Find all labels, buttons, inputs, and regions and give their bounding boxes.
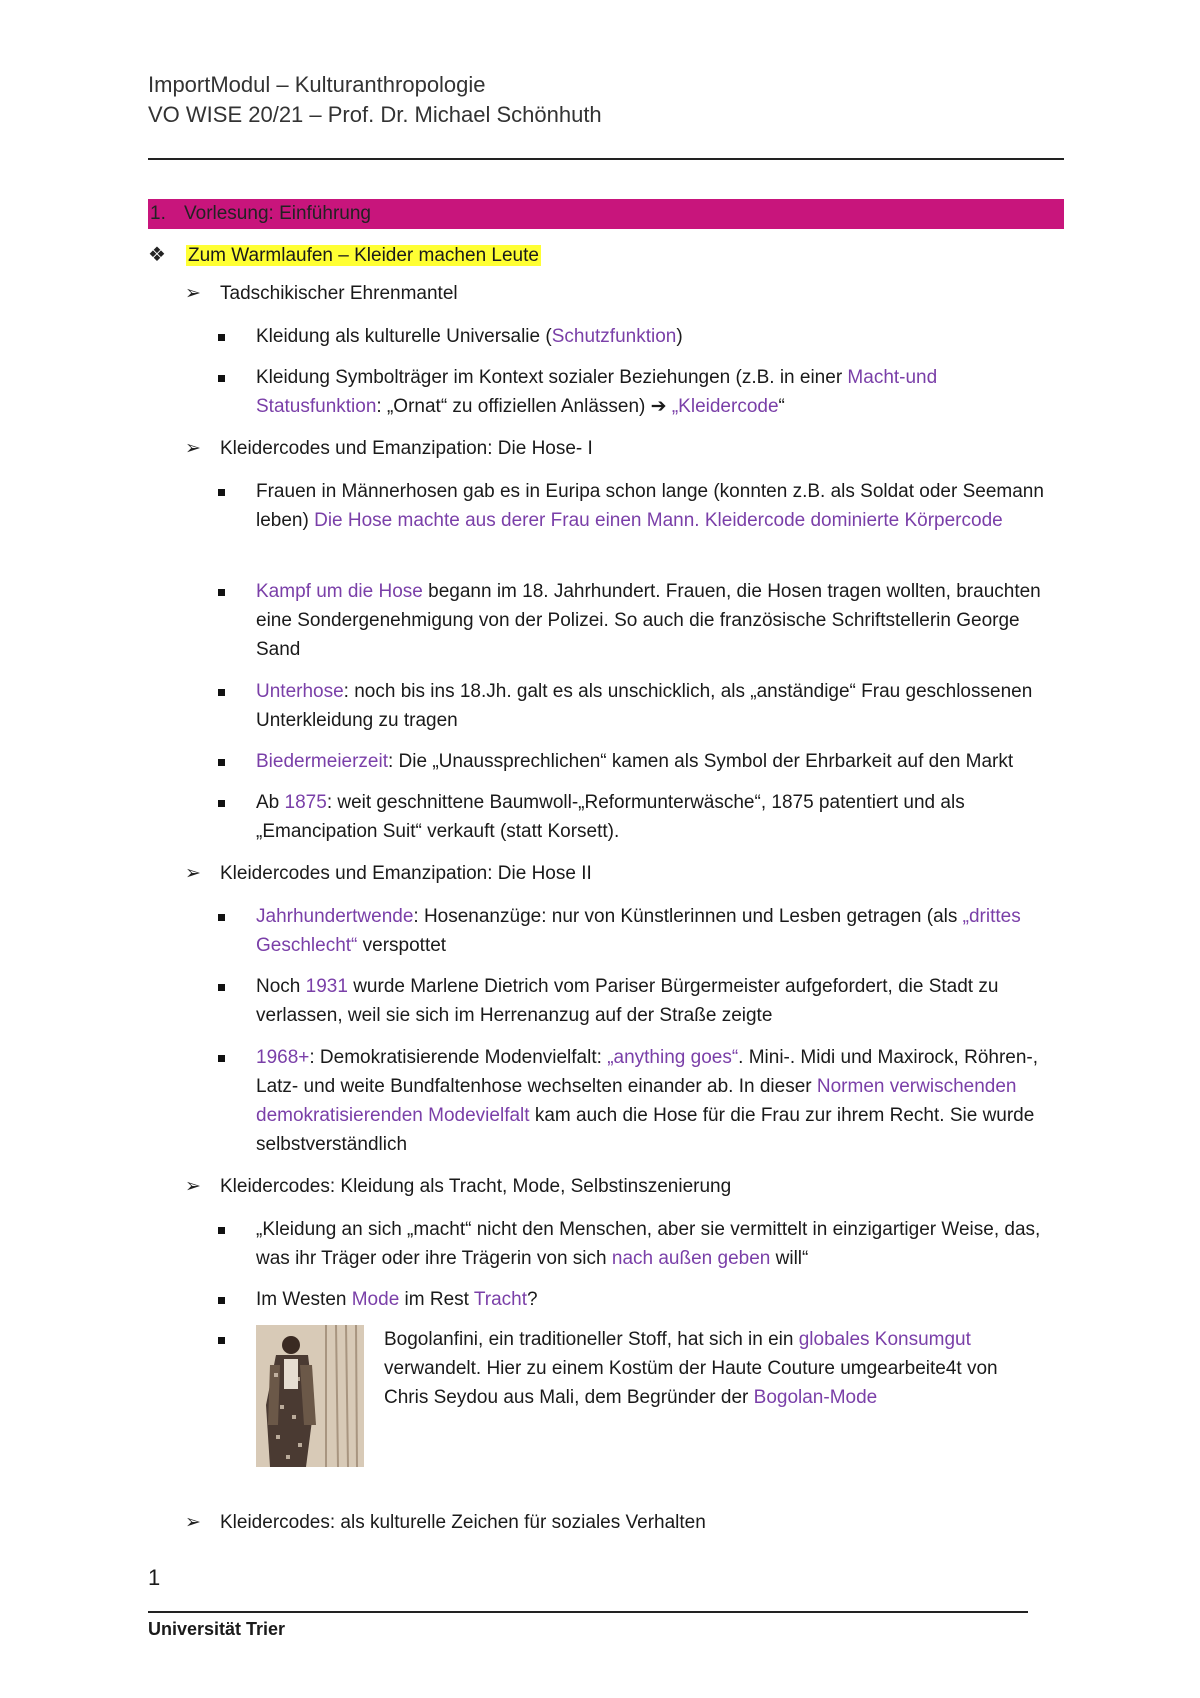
square-bullet-icon [218, 1337, 225, 1344]
arrow-bullet-icon: ➢ [185, 1176, 201, 1197]
list-item: Kleidung Symbolträger im Kontext sozialer Beziehungen (z.B. in einer Macht-und Statusfunktion: „Ornat“ zu offiziellen Anlässen) ➔ „Kleidercode“ [218, 363, 1058, 421]
list-item: Noch 1931 wurde Marlene Dietrich vom Pariser Bürgermeister aufgefordert, die Stadt zu verlassen, weil sie sich im Herrenanzug auf der Straße zeigte [218, 972, 1058, 1030]
arrow-bullet-icon: ➢ [185, 283, 201, 304]
header-lecture-info: VO WISE 20/21 – Prof. Dr. Michael Schönhuth [148, 102, 602, 127]
header-divider [148, 158, 1064, 160]
footer-university: Universität Trier [148, 1619, 286, 1639]
square-bullet-icon [218, 914, 225, 921]
bogolan-description: Bogolanfini, ein traditioneller Stoff, hat sich in ein globales Konsumgut verwandelt. Hier zu einem Kostüm der Haute Couture umgearbeite4t von Chris Seydou aus Mali, dem Begründer der Bogolan-Mode [384, 1329, 998, 1408]
square-bullet-icon [218, 489, 225, 496]
arrow-bullet-icon: ➢ [185, 863, 201, 884]
square-bullet-icon [218, 1055, 225, 1062]
square-bullet-icon [218, 1227, 225, 1234]
list-item: Biedermeierzeit: Die „Unaussprechlichen“ kamen als Symbol der Ehrbarkeit auf den Markt [218, 747, 1058, 776]
list-item: Frauen in Männerhosen gab es in Euripa schon lange (konnten z.B. als Soldat oder Seemann leben) Die Hose machte aus derer Frau einen Mann. Kleidercode dominierte Körpercode [218, 477, 1058, 535]
list-heading: ➢ Kleidercodes und Emanzipation: Die Hose- I [185, 434, 593, 463]
bogolan-fashion-photo [256, 1325, 364, 1467]
list-heading: ➢ Kleidercodes und Emanzipation: Die Hose II [185, 859, 592, 888]
list-item: 1968+: Demokratisierende Modenvielfalt: „anything goes“. Mini-. Midi und Maxirock, Röhren-, Latz- und weite Bundfaltenhose wechselten einander ab. In dieser Normen verwischenden demokratisierenden Modevielfalt kam auch die Hose für die Frau zur ihrem Recht. Sie wurde selbstverständlich [218, 1043, 1058, 1159]
list-item: Unterhose: noch bis ins 18.Jh. galt es als unschicklich, als „anständige“ Frau geschlossenen Unterkleidung zu tragen [218, 677, 1058, 735]
list-item: Kleidung als kulturelle Universalie (Schutzfunktion) [218, 322, 1058, 351]
arrow-bullet-icon: ➢ [185, 438, 201, 459]
footer-divider [148, 1611, 1028, 1613]
list-heading: ➢ Kleidercodes: als kulturelle Zeichen für soziales Verhalten [185, 1508, 706, 1537]
square-bullet-icon [218, 759, 225, 766]
subheading-text: Zum Warmlaufen – Kleider machen Leute [188, 245, 539, 266]
section-title: Vorlesung: Einführung [184, 203, 371, 224]
list-item: „Kleidung an sich „macht“ nicht den Menschen, aber sie vermittelt in einzigartiger Weise, das, was ihr Träger oder ihre Trägerin von sich nach außen geben will“ [218, 1215, 1058, 1273]
square-bullet-icon [218, 689, 225, 696]
list-item: Jahrhundertwende: Hosenanzüge: nur von Künstlerinnen und Lesben getragen (als „drittes Geschlecht“ verspottet [218, 902, 1058, 960]
subheading [148, 240, 541, 271]
arrow-bullet-icon: ➢ [185, 1512, 201, 1533]
square-bullet-icon [218, 1297, 225, 1304]
list-item: Kampf um die Hose begann im 18. Jahrhundert. Frauen, die Hosen tragen wollten, brauchten eine Sondergenehmigung von der Polizei. So auch die französische Schriftstellerin George Sand [218, 577, 1058, 664]
square-bullet-icon [218, 800, 225, 807]
square-bullet-icon [218, 589, 225, 596]
section-number: 1. [150, 203, 166, 224]
header-course-title: ImportModul – Kulturanthropologie [148, 72, 486, 97]
list-item: Im Westen Mode im Rest Tracht? [218, 1285, 1058, 1314]
square-bullet-icon [218, 984, 225, 991]
section-heading [148, 199, 1064, 229]
diamond-bullet-icon: ❖ [148, 244, 166, 266]
list-item: Ab 1875: weit geschnittene Baumwoll-„Reformunterwäsche“, 1875 patentiert und als „Emancipation Suit“ verkauft (statt Korsett). [218, 788, 1058, 846]
page-number: 1 [148, 1565, 161, 1590]
square-bullet-icon [218, 375, 225, 382]
list-heading: ➢ Tadschikischer Ehrenmantel [185, 279, 458, 308]
square-bullet-icon [218, 334, 225, 341]
list-heading: ➢ Kleidercodes: Kleidung als Tracht, Mode, Selbstinszenierung [185, 1172, 731, 1201]
